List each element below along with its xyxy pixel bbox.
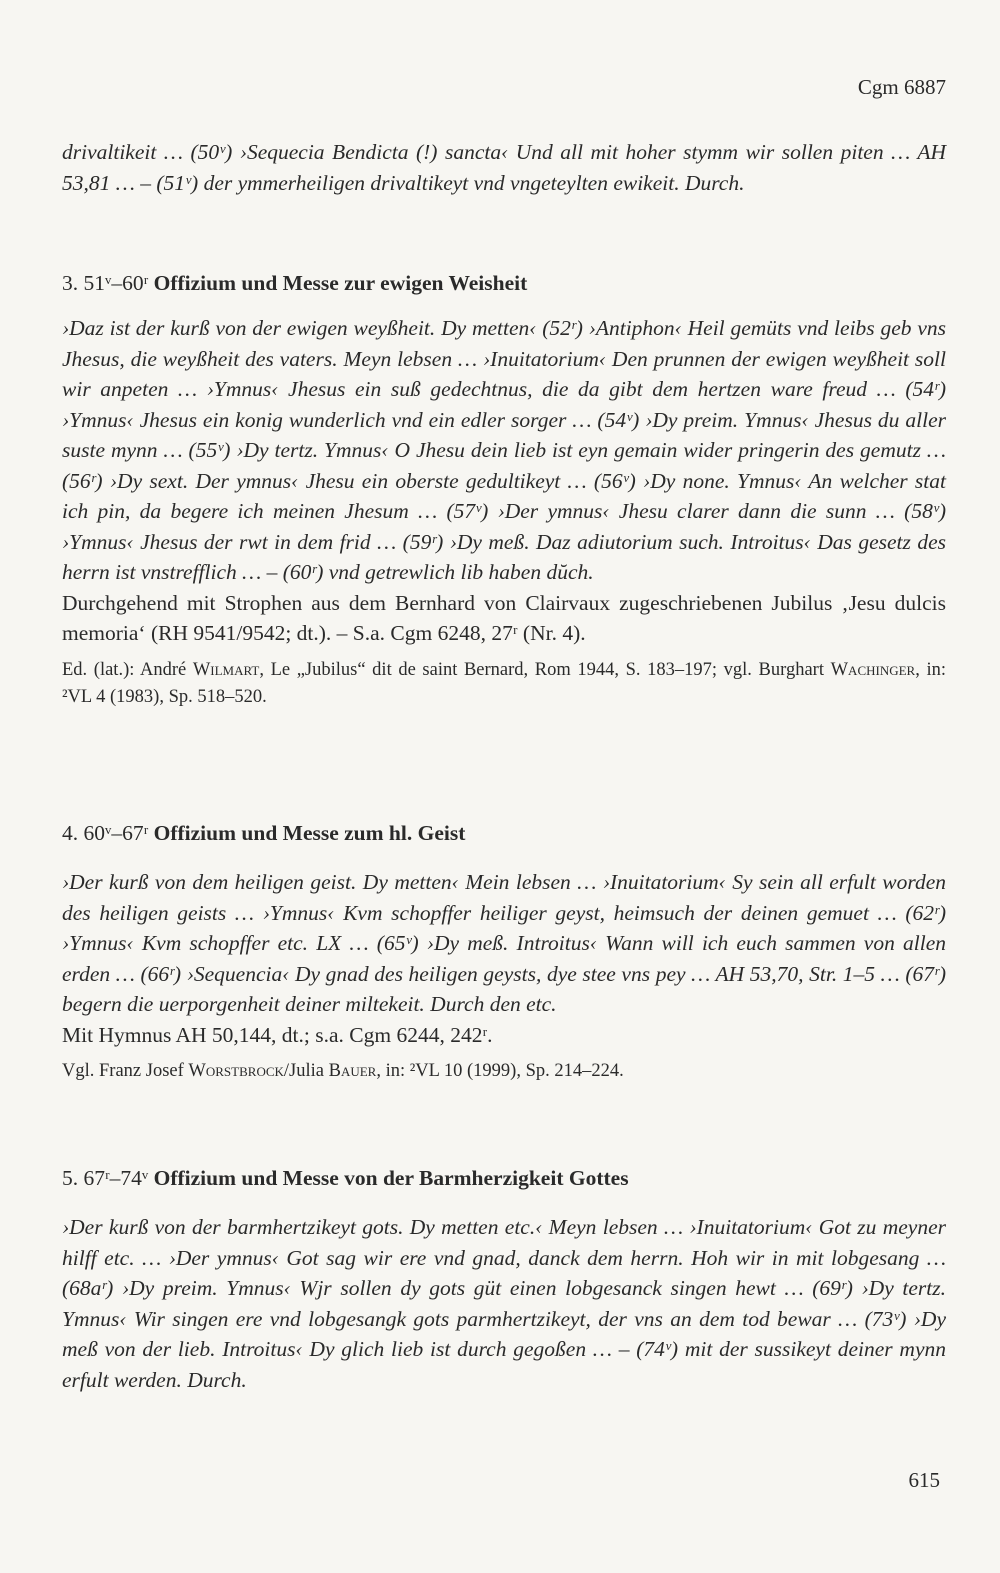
- section-body: ›Der kurß von dem heiligen geist. Dy metten‹ Mein lebsen … ›Inuitatorium‹ Sy sein all erfult worden des heiligen geists … ›Ymnus‹ Kvm schopffer heiliger geyst, heimsuch der deinen gemuet … (62ʳ) ›Ymnus‹ Kvm schopffer etc. LX … (65ᵛ) ›Dy meß. Introitus‹ Wann will ich euch sammen von allen erden … (66ʳ) ›Sequencia‹ Dy gnad des heiligen geysts, dye stee vns pey … AH 53,70, Str. 1–5 … (67ʳ) begern die uerporgenheit deiner miltekeit. Durch den etc.: [62, 870, 946, 1016]
- section-reference: [62, 657, 946, 711]
- ref-author: Bauer: [328, 1061, 377, 1081]
- section-heading: [62, 818, 946, 848]
- section-number: 3. 51ᵛ–60ʳ: [62, 271, 149, 295]
- section-body: ›Daz ist der kurß von der ewigen weyßheit. Dy metten‹ (52ʳ) ›Antiphon‹ Heil gemüts vnd leibs geb vns Jhesus, die weyßheit des vaters. Meyn lebsen … ›Inuitatorium‹ Den prunnen der ewigen weyßheit soll wir anpeten … ›Ymnus‹ Jhesus ein suß gedechtnus, die da gibt dem hertzen ware freud … (54ʳ) ›Ymnus‹ Jhesus ein konig wunderlich vnd ein edler sorger … (54ᵛ) ›Dy preim. Ymnus‹ Jhesus du aller suste mynn … (55ᵛ) ›Dy tertz. Ymnus‹ O Jhesu dein lieb ist eyn gemain wider pringerin des gemutz … (56ʳ) ›Dy sext. Der ymnus‹ Jhesu ein oberste gedultikeyt … (56ᵛ) ›Dy none. Ymnus‹ An welcher stat ich pin, da begere ich meinen Jhesum … (57ᵛ) ›Der ymnus‹ Jhesu clarer dann die sunn … (58ᵛ) ›Ymnus‹ Jhesus der rwt in dem frid … (59ʳ) ›Dy meß. Daz adiutorium such. Introitus‹ Das gesetz des herrn ist vnstrefflich … – (60ʳ) vnd getrewlich lib haben dŭch.: [62, 316, 946, 584]
- section-number: 4. 60ᵛ–67ʳ: [62, 821, 149, 845]
- section-4: [62, 818, 946, 848]
- section-5: [62, 1163, 946, 1193]
- section-note: Durchgehend mit Strophen aus dem Bernhard von Clairvaux zugeschriebenen Jubilus ‚Jesu dulcis memoria‘ (RH 9541/9542; dt.). – S.a. Cgm 6248, 27ʳ (Nr. 4).: [62, 590, 946, 645]
- running-head: Cgm 6887: [857, 75, 946, 99]
- ref-text: , in: ²VL 10 (1999), Sp. 214–224.: [376, 1061, 624, 1081]
- document-page: [62, 0, 946, 1573]
- intro-text: drivaltikeit … (50ᵛ) ›Sequecia Bendicta (!) sancta‹ Und all mit hoher stymm wir sollen piten … AH 53,81 … – (51ᵛ) der ymmerheiligen drivaltikeyt vnd vngeteylten ewikeit. Durch.: [62, 140, 946, 195]
- ref-text: Ed. (lat.): André: [62, 659, 193, 680]
- section-5-body: [62, 1212, 946, 1395]
- section-note: Mit Hymnus AH 50,144, dt.; s.a. Cgm 6244, 242ʳ.: [62, 1022, 493, 1047]
- intro-paragraph: [62, 137, 946, 198]
- ref-text: , in: ²VL 4 (1983), Sp. 518–520.: [62, 659, 947, 707]
- section-number: 5. 67ʳ–74ᵛ: [62, 1166, 149, 1190]
- ref-text: Vgl. Franz Josef: [62, 1061, 189, 1081]
- section-title: Offizium und Messe zur ewigen Weisheit: [153, 271, 528, 295]
- section-3: [62, 268, 946, 298]
- section-body: ›Der kurß von der barmhertzikeyt gots. Dy metten etc.‹ Meyn lebsen … ›Inuitatorium‹ Got zu meyner hilff etc. … ›Der ymnus‹ Got sag wir ere vnd gnad, danck dem herrn. Hoh wir in mit lobgesang … (68aʳ) ›Dy preim. Ymnus‹ Wjr sollen dy gots güt einen lobgesanck singen hewt … (69ʳ) ›Dy tertz. Ymnus‹ Wir singen ere vnd lobgesangk gots parmhertzikeyt, der vns an dem tod bewar … (73ᵛ) ›Dy meß von der lieb. Introitus‹ Dy glich lieb ist durch gegoßen … – (74ᵛ) mit der sussikeyt deiner mynn erfult werden. Durch.: [62, 1215, 946, 1392]
- section-reference: [62, 1058, 946, 1085]
- ref-author: Wachinger: [830, 659, 916, 680]
- section-title: Offizium und Messe zum hl. Geist: [153, 821, 466, 845]
- section-heading: [62, 1163, 946, 1193]
- section-4-body: [62, 867, 946, 1085]
- ref-text: /Julia: [283, 1061, 329, 1081]
- section-3-body: [62, 313, 946, 711]
- section-heading: [62, 268, 946, 298]
- page-number: 615: [908, 1468, 940, 1492]
- ref-text: , Le „Jubilus“ dit de saint Bernard, Rom 1944, S. 183–197; vgl. Burghart: [259, 659, 831, 680]
- ref-author: Wilmart: [192, 659, 260, 680]
- ref-author: Worstbrock: [188, 1061, 284, 1081]
- section-title: Offizium und Messe von der Barmherzigkeit Gottes: [153, 1166, 629, 1190]
